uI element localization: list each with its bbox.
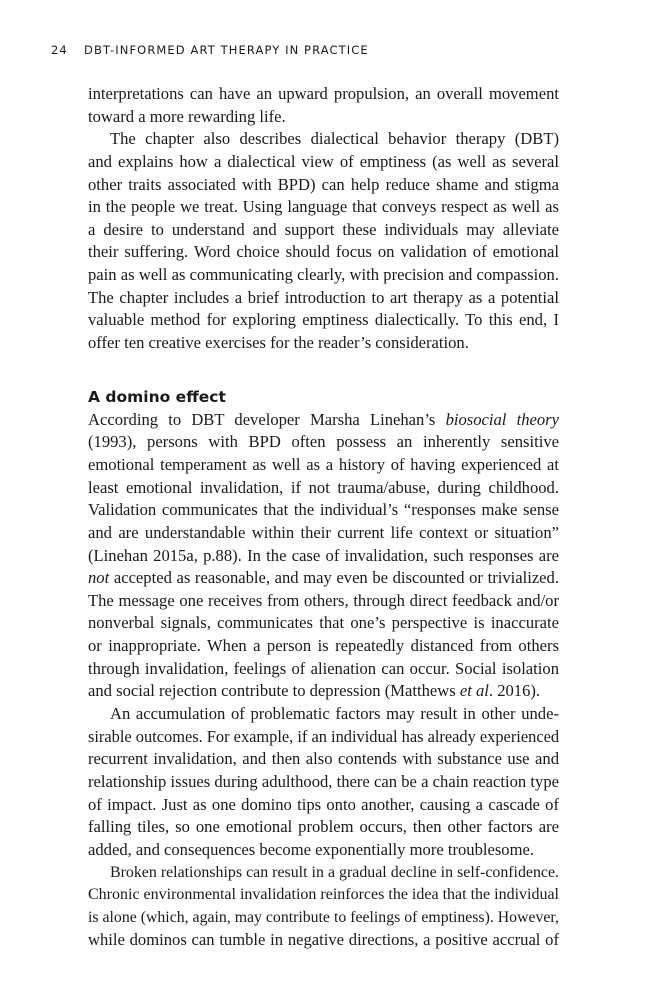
text-line: (Linehan 2015a, p.88). In the case of invalidation, such responses are	[88, 545, 559, 565]
text-line: offer ten creative exercises for the reader’s consideration.	[88, 333, 469, 353]
text-line: falling tiles, so one emotional problem occurs, then other factors are	[88, 817, 559, 837]
text-line: Broken relationships can result in a gradual decline in self-confidence.	[110, 863, 559, 881]
text-line: The message one receives from others, through direct feedback and/or	[88, 590, 559, 610]
text-line: through invalidation, feelings of alienation can occur. Social isolation	[88, 658, 559, 678]
text-line: relationship issues during adulthood, there can be a chain reaction type	[88, 771, 559, 791]
text-line: or inappropriate. When a person is repeatedly distanced from others	[88, 636, 559, 656]
text-line: and are understandable within their current life context or situation”	[88, 522, 559, 542]
paragraph-continued	[88, 83, 559, 128]
text-line: sirable outcomes. For example, if an individual has already experienced	[88, 726, 560, 746]
paragraph-biosocial-theory	[88, 409, 559, 703]
text-line: The chapter includes a brief introduction to art therapy as a potential	[88, 287, 559, 307]
text-line: least emotional invalidation, if not trauma/abuse, during childhood.	[88, 477, 559, 497]
text-line: emotional temperament as well as a history of having experienced at	[88, 454, 559, 474]
page-body	[88, 83, 559, 952]
text-line: and social rejection contribute to depression (Matthews et al. 2016).	[88, 681, 541, 701]
running-header	[51, 43, 369, 57]
paragraph-chapter-description	[88, 128, 559, 354]
text-line: Chronic environmental invalidation reinforces the idea that the individual	[88, 886, 559, 904]
text-line: interpretations can have an upward propulsion, an overall movement	[88, 84, 559, 103]
running-title: DBT-INFORMED ART THERAPY IN PRACTICE	[84, 43, 369, 57]
section-heading: A domino effect	[88, 387, 226, 406]
text-line: The chapter also describes dialectical behavior therapy (DBT)	[110, 129, 559, 149]
text-line: not accepted as reasonable, and may even be discounted or trivialized.	[88, 568, 559, 588]
emphasis-text: biosocial theory	[445, 409, 559, 429]
text-line: nonverbal signals, communicates that one’s perspective is inaccurate	[88, 613, 559, 633]
text-line: recurrent invalidation, and then also contends with substance use and	[88, 749, 559, 769]
emphasis-text: not	[88, 568, 110, 588]
text-line: other traits associated with BPD) can help reduce shame and stigma	[88, 174, 559, 194]
text-line: An accumulation of problematic factors may result in other unde-	[110, 704, 559, 724]
text-line: added, and consequences become exponentially more troublesome.	[88, 839, 535, 859]
text-line: Validation communicates that the individual’s “responses make sense	[88, 500, 559, 520]
text-line: pain as well as communicating clearly, with precision and compassion.	[88, 265, 559, 285]
paragraph-accumulation	[88, 703, 559, 861]
page-number: 24	[51, 43, 68, 57]
text-line: their suffering. Word choice should focus on validation of emotional	[88, 242, 559, 262]
text-line: According to DBT developer Marsha Linehan’s biosocial theory	[88, 409, 559, 429]
text-line: a desire to understand and support these individuals may alleviate	[88, 219, 559, 239]
text-line: in the people we treat. Using language that conveys respect as well as	[88, 197, 559, 217]
paragraph-broken-relationships	[88, 862, 559, 953]
text-line: while dominos can tumble in negative directions, a positive accrual of	[88, 930, 559, 950]
text-line: of impact. Just as one domino tips onto another, causing a cascade of	[88, 794, 559, 814]
text-line: (1993), persons with BPD often possess an inherently sensitive	[88, 432, 559, 452]
text-line: valuable method for exploring emptiness dialectically. To this end, I	[88, 310, 559, 330]
emphasis-text: et al	[459, 681, 489, 701]
text-line: is alone (which, again, may contribute to feelings of emptiness). However,	[88, 908, 559, 926]
text-line: and explains how a dialectical view of emptiness (as well as several	[88, 151, 559, 171]
text-line: toward a more rewarding life.	[88, 106, 286, 126]
